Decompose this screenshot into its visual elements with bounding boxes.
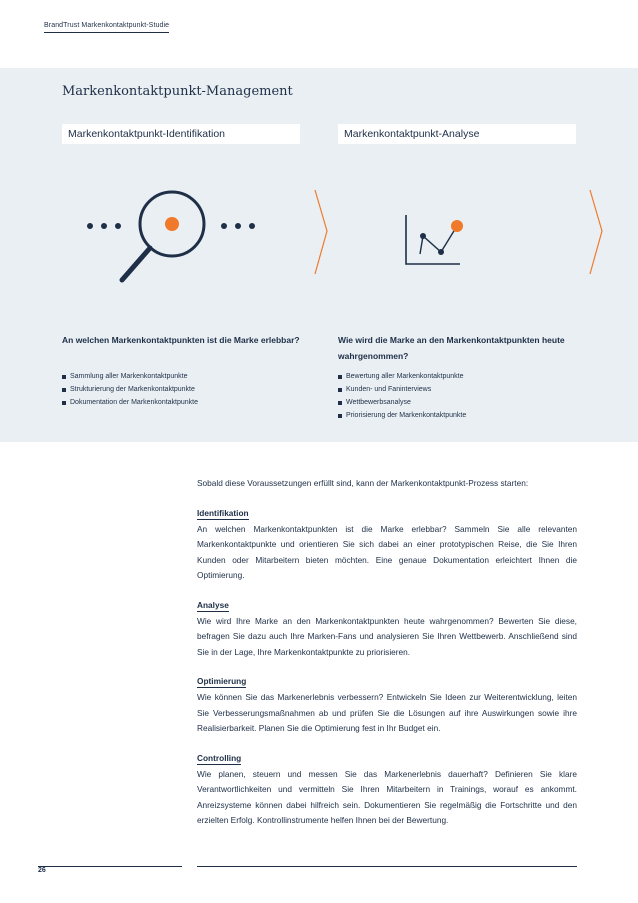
list-item: Sammlung aller Markenkontaktpunkte xyxy=(62,370,198,383)
bullet-list-identification xyxy=(62,370,198,409)
body-text xyxy=(197,476,577,843)
list-item: Bewertung aller Markenkontaktpunkte xyxy=(338,370,466,383)
process-graphic xyxy=(0,180,638,290)
list-item: Strukturierung der Markenkontaktpunkte xyxy=(62,383,198,396)
question-identification: An welchen Markenkontaktpunkten ist die Marke erlebbar? xyxy=(62,335,300,345)
list-item: Dokumentation der Markenkontaktpunkte xyxy=(62,396,198,409)
list-item: Priorisierung der Markenkontaktpunkte xyxy=(338,409,466,422)
question-analysis: Wie wird die Marke an den Markenkontaktpunkten heute wahrgenommen? xyxy=(338,335,565,361)
footer-rule-right xyxy=(197,866,577,867)
section-heading: Identifikation xyxy=(197,507,249,518)
list-item: Wettbewerbsanalyse xyxy=(338,396,466,409)
chevron-right-icon xyxy=(590,190,602,274)
chevron-right-icon xyxy=(315,190,327,274)
section-paragraph: Wie wird Ihre Marke an den Markenkontaktpunkten heute wahrgenommen? Bewerten Sie diese, befragen Sie dazu auch Ihre Marken-Fans und analysieren Sie Ihren Wettbewerb. Anschließend sind Sie in der Lage, Ihre Markenkontaktpunkte zu priorisieren. xyxy=(197,615,577,657)
section-heading: Optimierung xyxy=(197,676,247,686)
section-heading: Controlling xyxy=(197,752,242,763)
intro-paragraph: Sobald diese Voraussetzungen erfüllt sind, kann der Markenkontaktpunkt-Prozess starten: xyxy=(197,478,529,488)
section-paragraph: Wie können Sie das Markenerlebnis verbessern? Entwickeln Sie Ideen zur Weiterentwicklung, leiten Sie Verbesserungsmaßnahmen ab und prüfen Sie die Lösungen auf ihre Auswirkungen sowie ihre Realisierbarkeit. Planen Sie die Optimierung fest in Ihr Budget ein. xyxy=(197,692,577,733)
panel-title: Markenkontaktpunkt-Management xyxy=(62,84,293,99)
bullet-list-analysis xyxy=(338,370,466,422)
section-optimierung xyxy=(197,674,577,737)
list-item: Kunden- und Faninterviews xyxy=(338,383,466,396)
section-controlling xyxy=(197,751,577,829)
document-header-label: BrandTrust Markenkontaktpunkt-Studie xyxy=(44,22,169,33)
section-analyse xyxy=(197,598,577,661)
column-label-identification: Markenkontaktpunkt-Identifikation xyxy=(62,124,300,144)
column-label-analysis: Markenkontaktpunkt-Analyse xyxy=(338,124,576,144)
footer-rule-left xyxy=(38,866,182,867)
line-chart-icon xyxy=(406,215,463,264)
section-paragraph: Wie planen, steuern und messen Sie das Markenerlebnis dauerhaft? Definieren Sie klare Verantwortlichkeiten und vermitteln Sie Ihren Mitarbeitern in Trainings, worauf es ankommt. Anreizsysteme können dabei hilfreich sein. Dokumentieren Sie regelmäßig die Fortschritte und den erzielten Erfolg. Kontrollinstrumente helfen Ihnen bei der Bewertung. xyxy=(197,768,577,825)
section-paragraph: An welchen Markenkontaktpunkten ist die Marke erlebbar? Sammeln Sie alle relevanten Markenkontaktpunkte und orientieren Sie sich dabei an einer prototypischen Reise, die Sie Ihren Kunden oder Mitarbeitern bieten möchten. Eine genaue Dokumentation erleichtert Ihnen die Optimierung. xyxy=(197,523,577,580)
section-heading: Analyse xyxy=(197,599,229,610)
magnifier-icon xyxy=(87,192,255,280)
section-identification xyxy=(197,506,577,584)
page-number: 26 xyxy=(38,867,46,874)
